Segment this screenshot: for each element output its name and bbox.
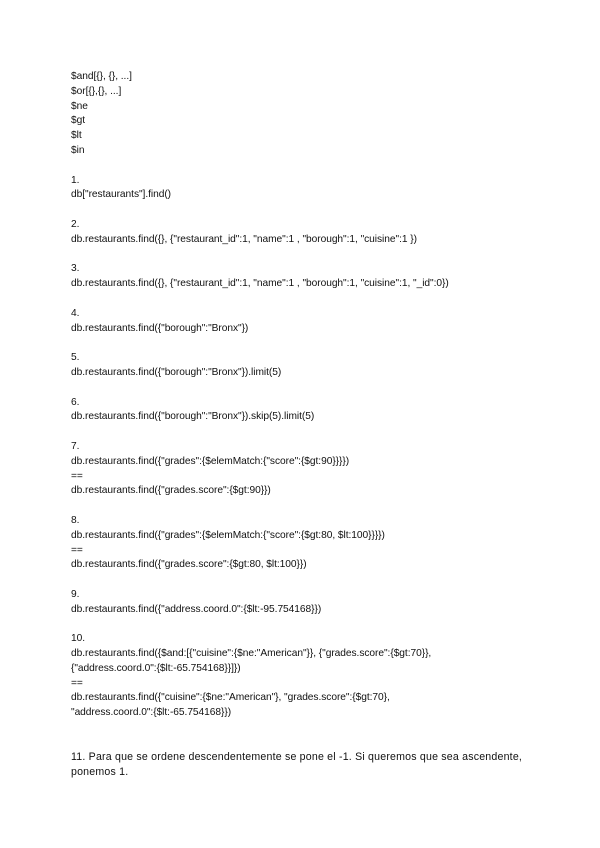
question-3-number: 3. [71,263,80,275]
question-8-query-b: db.restaurants.find({"grades.score":{$gt:80, $lt:100}}) [71,559,307,571]
question-10-equivalence: == [71,677,83,689]
question-2-number: 2. [71,218,80,230]
question-2-query: db.restaurants.find({}, {"restaurant_id":1, "name":1 , "borough":1, "cuisine":1 }) [71,233,417,245]
operator-or: $or[{},{}, ...] [71,85,122,97]
spacer [71,159,541,174]
operator-gt: $gt [71,115,86,127]
spacer [71,617,541,632]
question-5-query: db.restaurants.find({"borough":"Bronx"}).limit(5) [71,366,282,378]
question-4-query: db.restaurants.find({"borough":"Bronx"}) [71,322,249,334]
question-10-query-a-line-1: db.restaurants.find({$and:[{"cuisine":{$ne:"American"}}, {"grades.score":{$gt:70}}, [71,648,432,660]
question-10-query-b-line-1: db.restaurants.find({"cuisine":{$ne:"American"}, "grades.score":{$gt:70}, [71,692,390,704]
document-body [71,70,541,780]
question-8-number: 8. [71,514,80,526]
spacer [71,499,541,514]
question-6-number: 6. [71,396,80,408]
spacer [71,292,541,307]
question-8-equivalence: == [71,544,83,556]
question-7-number: 7. [71,440,80,452]
question-7-query-a: db.restaurants.find({"grades":{$elemMatch:{"score":{$gt:90}}}}) [71,455,350,467]
question-10-number: 10. [71,633,86,645]
spacer [71,203,541,218]
question-1-number: 1. [71,174,80,186]
question-10-query-b-line-2: "address.coord.0":{$lt:-65.754168}}) [71,707,232,719]
spacer [71,381,541,396]
question-7-equivalence: == [71,470,83,482]
question-4-number: 4. [71,307,80,319]
question-7-query-b: db.restaurants.find({"grades.score":{$gt:90}}) [71,485,271,497]
operator-lt: $lt [71,130,82,142]
question-9-number: 9. [71,588,80,600]
question-5-number: 5. [71,352,80,364]
question-9-query: db.restaurants.find({"address.coord.0":{$lt:-95.754168}}) [71,603,322,615]
question-11-text: 11. Para que se ordene descendentemente se pone el -1. Si queremos que sea ascendente, ponemos 1. [71,751,523,779]
spacer [71,721,541,750]
spacer [71,248,541,263]
operator-ne: $ne [71,100,88,112]
question-10-query-a-line-2: {"address.coord.0":{$lt:-65.754168}}]}) [71,662,241,674]
operator-and: $and[{}, {}, ...] [71,71,132,82]
spacer [71,425,541,440]
question-6-query: db.restaurants.find({"borough":"Bronx"}).skip(5).limit(5) [71,411,315,423]
question-8-query-a: db.restaurants.find({"grades":{$elemMatch:{"score":{$gt:80, $lt:100}}}}) [71,529,385,541]
spacer [71,573,541,588]
question-1-query: db["restaurants"].find() [71,189,172,201]
spacer [71,336,541,351]
question-3-query: db.restaurants.find({}, {"restaurant_id":1, "name":1 , "borough":1, "cuisine":1, "_id":0}) [71,278,449,290]
operator-in: $in [71,144,85,156]
